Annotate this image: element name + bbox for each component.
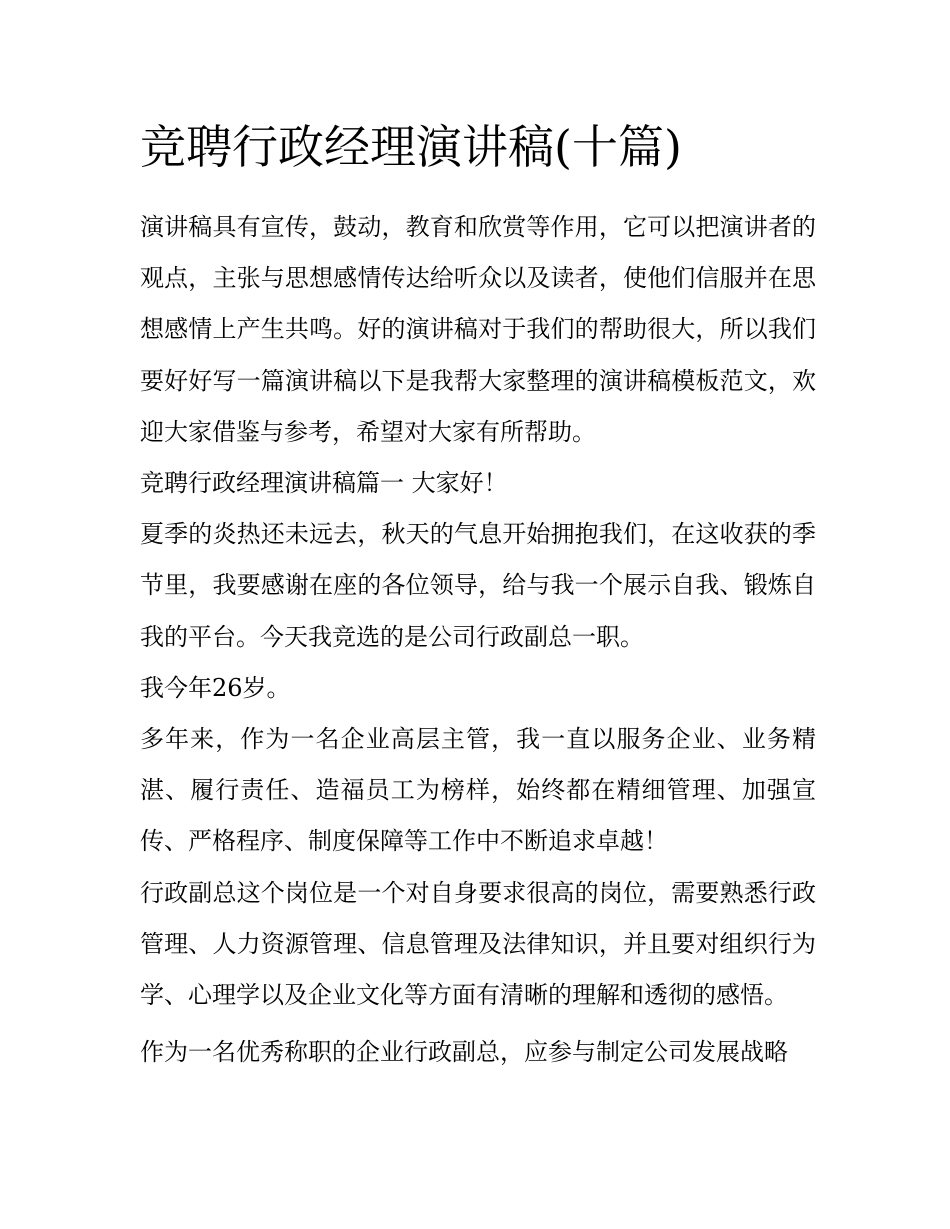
paragraph-experience: 多年来，作为一名企业高层主管，我一直以服务企业、业务精湛、履行责任、造福员工为榜样，始终都在精细管理、加强宣传、严格程序、制度保障等工作中不断追求卓越！ <box>140 725 816 856</box>
paragraph-age: 我今年26岁。 <box>140 673 291 702</box>
paragraph-heading-one: 竞聘行政经理演讲稿篇一 大家好！ <box>140 469 508 498</box>
paragraph-greeting: 夏季的炎热还未远去，秋天的气息开始拥抱我们，在这收获的季节里，我要感谢在座的各位领导，给与我一个展示自我、锻炼自我的平台。今天我竞选的是公司行政副总一职。 <box>140 520 816 651</box>
document-title: 竞聘行政经理演讲稿(十篇) <box>140 120 682 174</box>
paragraph-intro: 演讲稿具有宣传，鼓动，教育和欣赏等作用，它可以把演讲者的观点，主张与思想感情传达给听众以及读者，使他们信服并在思想感情上产生共鸣。好的演讲稿对于我们的帮助很大，所以我们要好好写一篇演讲稿以下是我帮大家整理的演讲稿模板范文，欢迎大家借鉴与参考，希望对大家有所帮助。 <box>140 213 816 446</box>
paragraph-duties: 作为一名优秀称职的企业行政副总，应参与制定公司发展战略 <box>140 1038 788 1067</box>
document-body <box>140 202 816 1078</box>
paragraph-position-requirements: 行政副总这个岗位是一个对自身要求很高的岗位，需要熟悉行政管理、人力资源管理、信息管理及法律知识，并且要对组织行为学、心理学以及企业文化等方面有清晰的理解和透彻的感悟。 <box>140 878 816 1010</box>
document-page <box>140 112 816 1078</box>
